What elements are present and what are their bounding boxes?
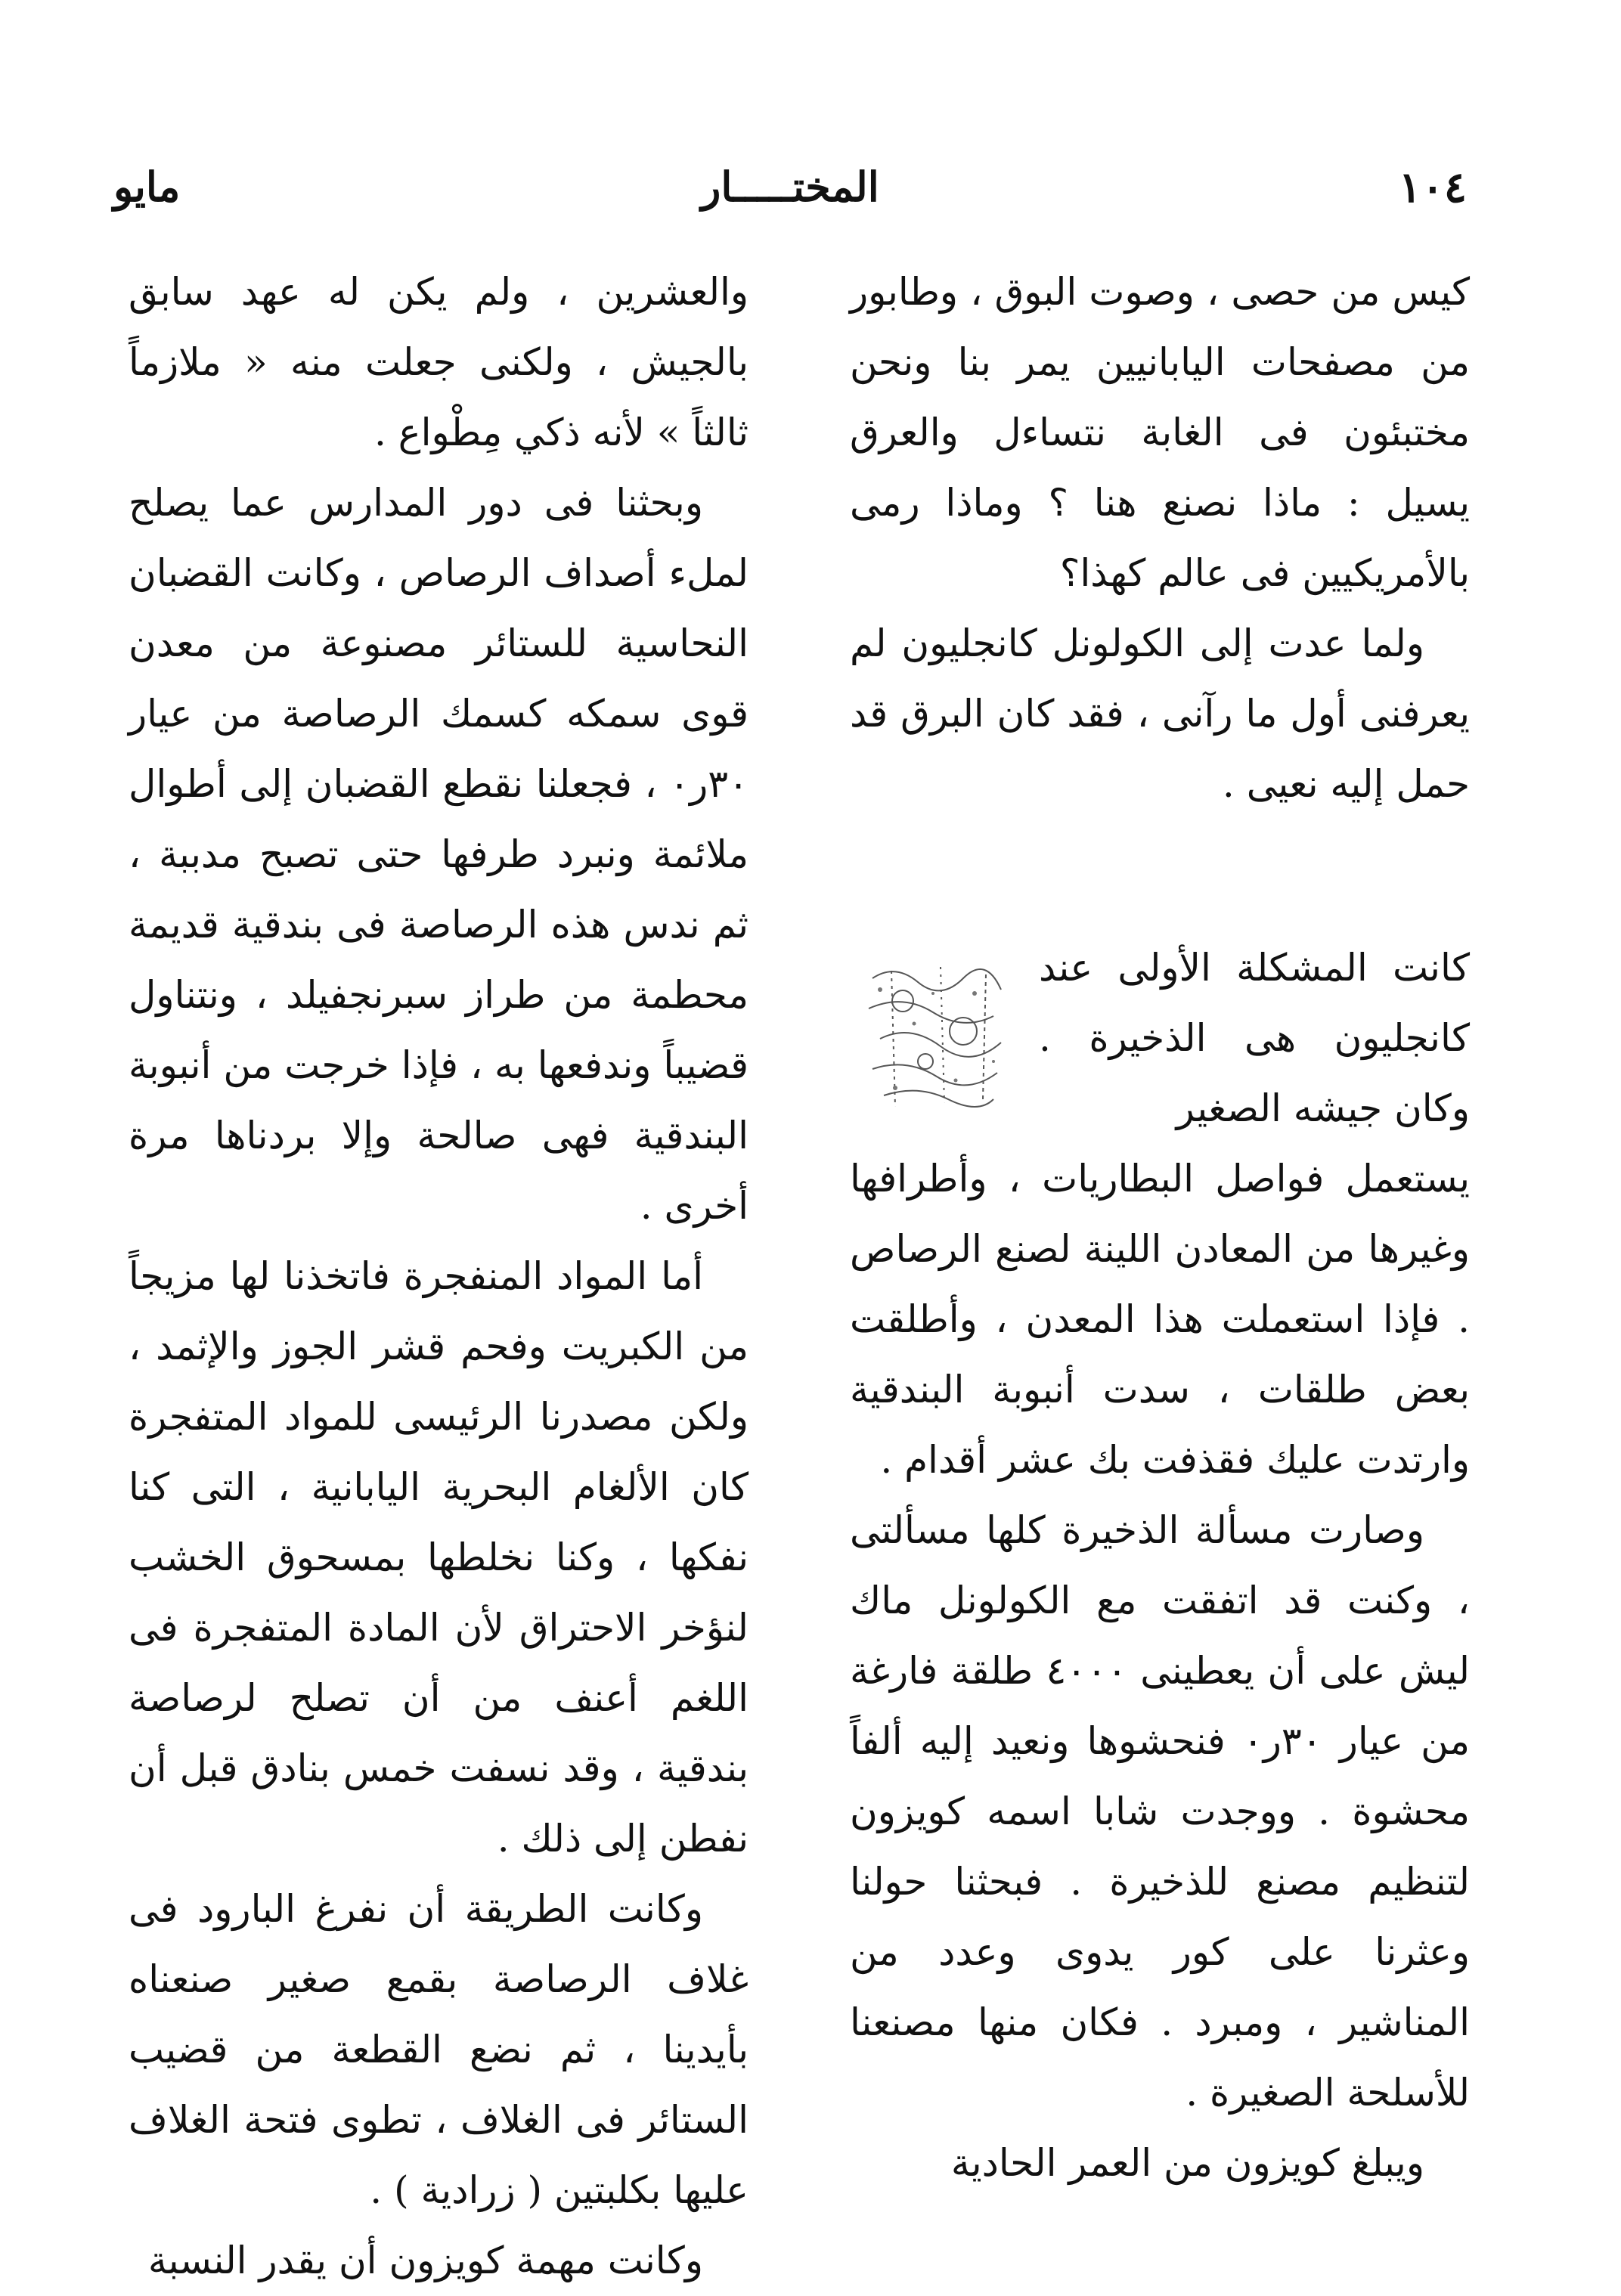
paragraph: والعشرين ، ولم يكن له عهد سابق بالجيش ، ولكنى جعلت منه « ملازماً ثالثاً » لأنه ذكي مِطْواع . <box>129 270 749 454</box>
paragraph: ويبلغ كويزون من العمر الحادية <box>950 2141 1424 2185</box>
paragraph: وكانت مهمة كويزون أن يقدر النسبة <box>147 2239 703 2282</box>
figure-block <box>850 933 1470 1144</box>
ornament-illustration-icon <box>850 948 1024 1122</box>
running-title: المختـــــار <box>701 163 879 211</box>
right-column <box>850 257 1470 2198</box>
paragraph: وبحثنا فى دور المدارس عما يصلح لملء أصداف الرصاص ، وكانت القضبان النحاسية للستائر مصنوعة من معدن قوى سمكه كسمك الرصاصة من عيار ٣٠ر٠ ، فجعلنا نقطع القضبان إلى أطوال ملائمة ونبرد طرفها حتى تصبح مدببة ، ثم ندس هذه الرصاصة فى بندقية قديمة محطمة من طراز سبرنجفيلد ، ونتناول قضيباً وندفعها به ، فإذا خرجت من أنبوبة البندقية فهى صالحة وإلا بردناها مرة أخرى . <box>129 481 749 1228</box>
paragraph: ولما عدت إلى الكولونل كانجليون لم يعرفنى أول ما رآنى ، فقد كان البرق قد حمل إليه نعيى . <box>850 621 1470 806</box>
paragraph-with-figure: كانت المشكلة الأولى عند كانجليون هى الذخيرة . وكان جيشه الصغير <box>1039 946 1470 1130</box>
running-header <box>113 163 1467 238</box>
page-number: ١٠٤ <box>1398 163 1467 212</box>
paragraph: وكانت الطريقة أن نفرغ البارود فى غلاف الرصاصة بقمع صغير صنعناه بأيدينا ، ثم نضع القطعة من قضيب الستائر فى الغلاف ، تطوى فتحة الغلاف عليها بكلبتين ( زرادية ) . <box>129 1887 749 2212</box>
left-column <box>129 257 749 2296</box>
paragraph: أما المواد المنفجرة فاتخذنا لها مزيجاً من الكبريت وفحم قشر الجوز والإثمد ، ولكن مصدرنا الرئيسى للمواد المتفجرة كان الألغام البحرية اليابانية ، التى كنا نفكها ، وكنا نخلطها بمسحوق الخشب لنؤخر الاحتراق لأن المادة المتفجرة فى اللغم أعنف من أن تصلح لرصاصة بندقية ، وقد نسفت خمس بنادق قبل أن نفطن إلى ذلك . <box>129 1254 749 1861</box>
paragraph: يستعمل فواصل البطاريات ، وأطرافها وغيرها من المعادن اللينة لصنع الرصاص . فإذا استعملت هذا المعدن ، وأطلقت بعض طلقات ، سدت أنبوبة البندقية وارتدت عليك فقذفت بك عشر أقدام . <box>850 1157 1470 1482</box>
paragraph: كيس من حصى ، وصوت البوق ، وطابور من مصفحات اليابانيين يمر بنا ونحن مختبئون فى الغابة نتساءل والعرق يسيل : ماذا نصنع هنا ؟ وماذا رمى بالأمريكيين فى عالم كهذا؟ <box>850 270 1470 595</box>
issue-month: مايو <box>113 163 181 211</box>
paragraph: وصارت مسألة الذخيرة كلها مسألتى ، وكنت قد اتفقت مع الكولونل ماك ليش على أن يعطينى ٤٠٠٠ طلقة فارغة من عيار ٣٠ر٠ فنحشوها ونعيد إليه ألفاً محشوة . ووجدت شابا اسمه كويزون لتنظيم مصنع للذخيرة . فبحثنا حولنا وعثرنا على كور يدوى وعدد من المناشير ، ومبرد . فكان منها مصنعنا للأسلحة الصغيرة . <box>850 1508 1470 2115</box>
